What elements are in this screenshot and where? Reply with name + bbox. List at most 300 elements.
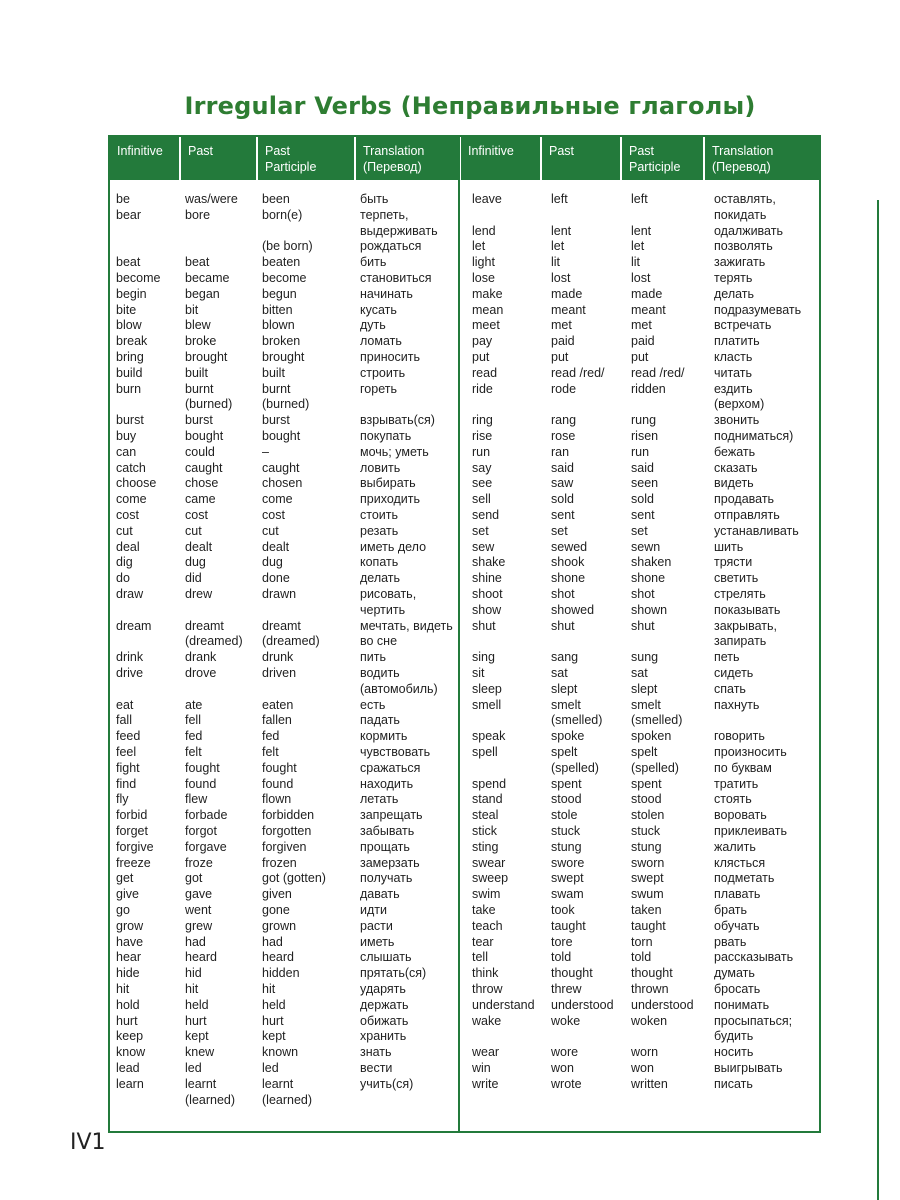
header-past: Past	[179, 137, 256, 180]
cell-translation: закрывать,	[714, 618, 777, 633]
cell-infinitive: hit	[116, 982, 130, 996]
cell-past-participle: sung	[631, 650, 659, 665]
table-row	[116, 287, 466, 303]
cell-past: tore	[551, 934, 573, 949]
cell-translation: просыпаться;	[714, 1013, 793, 1028]
cell-translation: читать	[714, 365, 752, 380]
cell-infinitive: sell	[472, 492, 491, 507]
cell-past: sewed	[551, 539, 588, 554]
cell-past: fought	[185, 760, 220, 775]
cell-infinitive: go	[116, 903, 130, 917]
table-row	[116, 698, 466, 714]
cell-past-participle: burst	[262, 413, 290, 428]
cell-past-participle: gone	[262, 903, 290, 917]
cell-past-participle: paid	[631, 334, 655, 349]
cell-translation: чертить	[360, 602, 406, 617]
cell-past-participle: smelt	[631, 697, 661, 712]
cell-past-participle: chosen	[262, 476, 303, 491]
cell-past: slept	[551, 681, 578, 696]
cell-past: fed	[185, 729, 203, 744]
table-row	[472, 208, 822, 224]
cell-past-participle: lit	[631, 255, 641, 270]
cell-infinitive: beat	[116, 255, 141, 270]
cell-infinitive: forbid	[116, 808, 148, 823]
table-row	[116, 998, 466, 1014]
cell-past: ran	[551, 444, 570, 459]
cell-infinitive: eat	[116, 697, 134, 712]
table-row	[116, 856, 466, 872]
cell-past: (burned)	[185, 397, 233, 412]
cell-translation: (автомобиль)	[360, 681, 438, 696]
cell-infinitive: sing	[472, 650, 495, 665]
cell-past-participle: bitten	[262, 302, 293, 317]
cell-translation: давать	[360, 887, 400, 902]
cell-infinitive: come	[116, 492, 147, 507]
cell-past: taught	[551, 918, 586, 933]
cell-past-participle: sewn	[631, 539, 661, 554]
cell-past: froze	[185, 855, 213, 870]
cell-past-participle: eaten	[262, 697, 294, 712]
cell-past-participle: grown	[262, 918, 297, 933]
table-row	[472, 429, 822, 445]
cell-infinitive: think	[472, 966, 499, 981]
table-row	[116, 603, 466, 619]
cell-infinitive: leave	[472, 192, 502, 206]
cell-past: (learned)	[185, 1092, 236, 1107]
table-row	[472, 255, 822, 271]
cell-translation: расти	[360, 918, 393, 933]
cell-past: smelt	[551, 697, 581, 712]
cell-past: hit	[185, 982, 199, 996]
table-row	[116, 824, 466, 840]
table-row	[116, 224, 466, 240]
cell-past: stood	[551, 792, 582, 807]
table-row	[472, 666, 822, 682]
cell-infinitive: bear	[116, 207, 142, 222]
cell-past: bought	[185, 429, 224, 443]
cell-infinitive: say	[472, 460, 492, 475]
cell-past-participle: kept	[262, 1029, 286, 1044]
cell-past-participle: shown	[631, 602, 668, 617]
table-row	[116, 271, 466, 287]
cell-translation: есть	[360, 697, 386, 712]
table-row	[116, 413, 466, 429]
cell-past-participle: forbidden	[262, 808, 315, 823]
cell-translation: подразумевать	[714, 302, 802, 317]
table-row	[472, 192, 822, 208]
cell-infinitive: forget	[116, 824, 148, 838]
table-row	[472, 745, 822, 761]
cell-past: began	[185, 286, 220, 301]
cell-past-participle: caught	[262, 460, 300, 475]
cell-past: dug	[185, 555, 206, 570]
cell-past: left	[551, 192, 568, 206]
cell-translation: запирать	[714, 634, 767, 649]
cell-past-participle: sat	[631, 666, 648, 680]
cell-infinitive: pay	[472, 334, 493, 349]
table-row	[116, 682, 466, 698]
cell-past: stuck	[551, 824, 581, 838]
cell-translation: рвать	[714, 934, 747, 949]
cell-translation: пить	[360, 650, 386, 665]
cell-translation: воровать	[714, 808, 767, 823]
cell-infinitive: set	[472, 523, 489, 538]
table-row	[472, 271, 822, 287]
cell-infinitive: catch	[116, 460, 146, 475]
cell-translation: сидеть	[714, 666, 754, 680]
table-row	[472, 982, 822, 998]
cell-infinitive: wake	[472, 1013, 502, 1028]
cell-past-participle: blown	[262, 318, 295, 333]
cell-past-participle: bought	[262, 429, 301, 443]
header-infinitive: Infinitive	[468, 144, 514, 158]
cell-past: woke	[551, 1013, 581, 1028]
cell-infinitive: understand	[472, 997, 535, 1012]
cell-infinitive: keep	[116, 1029, 144, 1044]
cell-past: ate	[185, 697, 203, 712]
cell-infinitive: choose	[116, 476, 157, 491]
cell-infinitive: hear	[116, 950, 142, 965]
table-row	[116, 903, 466, 919]
cell-infinitive: cut	[116, 523, 133, 538]
cell-translation: подметать	[714, 871, 775, 886]
cell-translation: зажигать	[714, 255, 766, 270]
cell-translation: продавать	[714, 492, 775, 507]
cell-past: lent	[551, 223, 572, 238]
cell-translation: терпеть,	[360, 207, 409, 222]
cell-past: caught	[185, 460, 223, 475]
cell-past-participle: learnt	[262, 1076, 294, 1091]
cell-past-participle: shut	[631, 618, 655, 633]
cell-past: told	[551, 950, 572, 965]
table-row	[116, 429, 466, 445]
cell-infinitive: deal	[116, 539, 140, 554]
cell-translation: выдерживать	[360, 223, 438, 238]
cell-translation: стрелять	[714, 587, 766, 601]
table-row	[472, 871, 822, 887]
cell-past: forgot	[185, 824, 217, 838]
cell-infinitive: wear	[472, 1045, 500, 1060]
table-row	[472, 698, 822, 714]
cell-past: sat	[551, 666, 568, 680]
cell-past: rose	[551, 429, 576, 443]
cell-translation: понимать	[714, 997, 770, 1012]
cell-past: had	[185, 934, 206, 949]
cell-infinitive: win	[472, 1061, 491, 1075]
table-row	[472, 840, 822, 856]
cell-past-participle: slept	[631, 681, 658, 696]
cell-past-participle: (burned)	[262, 397, 310, 412]
cell-translation: сказать	[714, 460, 758, 475]
cell-infinitive: drive	[116, 666, 144, 680]
cell-infinitive: sweep	[472, 871, 509, 886]
cell-past: rang	[551, 413, 577, 428]
cell-past: brought	[185, 350, 228, 364]
cell-infinitive: write	[472, 1076, 499, 1091]
cell-infinitive: rise	[472, 429, 493, 443]
cell-infinitive: begin	[116, 286, 147, 301]
table-row	[472, 1077, 822, 1093]
cell-past-participle: lost	[631, 271, 651, 285]
cell-translation: идти	[360, 903, 387, 917]
cell-past: rode	[551, 381, 577, 396]
cell-translation: делать	[360, 571, 401, 586]
cell-infinitive: shut	[472, 618, 496, 633]
cell-past-participle: forgiven	[262, 839, 307, 854]
cell-past-participle: left	[631, 192, 648, 206]
cell-infinitive: meet	[472, 318, 500, 333]
cell-past-participle: let	[631, 239, 645, 254]
cell-infinitive: draw	[116, 587, 144, 601]
cell-past-participle: understood	[631, 997, 694, 1012]
cell-past: saw	[551, 476, 574, 491]
header-translation: Translation (Перевод)	[703, 137, 821, 180]
table-row	[116, 1029, 466, 1045]
cell-past: cost	[185, 508, 208, 522]
cell-infinitive: light	[472, 255, 495, 270]
cell-past-participle: born(e)	[262, 207, 303, 222]
table-row	[472, 1014, 822, 1030]
cell-past: heard	[185, 950, 217, 965]
cell-past: could	[185, 444, 215, 459]
cell-past-participle: forgotten	[262, 824, 312, 838]
cell-infinitive: shoot	[472, 587, 503, 601]
cell-infinitive: sting	[472, 839, 499, 854]
cell-past-participle: stung	[631, 839, 662, 854]
cell-infinitive: give	[116, 887, 139, 902]
cell-translation: находить	[360, 776, 414, 791]
cell-past-participle: hurt	[262, 1013, 284, 1028]
table-row	[116, 950, 466, 966]
cell-translation: петь	[714, 650, 740, 665]
table-row	[472, 887, 822, 903]
cell-past-participle: dreamt	[262, 618, 301, 633]
cell-translation: светить	[714, 571, 759, 586]
table-row	[116, 382, 466, 398]
cell-past: went	[185, 903, 212, 917]
cell-infinitive: build	[116, 365, 143, 380]
table-row	[472, 713, 822, 729]
cell-translation: бить	[360, 255, 387, 270]
cell-past: dreamt	[185, 618, 224, 633]
table-row	[116, 840, 466, 856]
cell-past: became	[185, 271, 230, 285]
cell-past-participle: spoken	[631, 729, 672, 744]
cell-translation: учить(ся)	[360, 1076, 414, 1091]
cell-translation: пахнуть	[714, 697, 760, 712]
table-row	[472, 445, 822, 461]
table-row	[472, 808, 822, 824]
cell-infinitive: break	[116, 334, 148, 349]
cell-past-participle: thrown	[631, 982, 669, 996]
cell-past: led	[185, 1061, 202, 1075]
cell-past: came	[185, 492, 216, 507]
cell-translation: покидать	[714, 207, 767, 222]
table-row	[472, 571, 822, 587]
cell-infinitive: dream	[116, 618, 152, 633]
cell-translation: ездить	[714, 381, 753, 396]
cell-past-participle: fallen	[262, 713, 292, 728]
cell-past-participle: woken	[631, 1013, 668, 1028]
cell-past: (smelled)	[551, 713, 603, 728]
cell-infinitive: put	[472, 350, 490, 364]
table-header-left	[110, 137, 460, 180]
cell-past-participle: begun	[262, 286, 297, 301]
cell-translation: падать	[360, 713, 400, 728]
cell-past-participle: done	[262, 571, 290, 586]
cell-past: made	[551, 286, 583, 301]
cell-translation: получать	[360, 871, 413, 886]
table-row	[116, 255, 466, 271]
table-row	[116, 982, 466, 998]
table-row	[472, 318, 822, 334]
cell-translation: иметь	[360, 934, 395, 949]
table-row	[116, 745, 466, 761]
cell-infinitive: can	[116, 444, 137, 459]
cell-past: sold	[551, 492, 574, 507]
table-row	[116, 208, 466, 224]
irregular-verbs-table	[108, 135, 821, 1133]
table-row	[472, 682, 822, 698]
cell-past-participle: put	[631, 350, 649, 364]
table-row	[472, 792, 822, 808]
cell-infinitive: drink	[116, 650, 144, 665]
cell-infinitive: teach	[472, 918, 503, 933]
cell-translation: резать	[360, 523, 399, 538]
cell-infinitive: burst	[116, 413, 144, 428]
cell-past-participle: torn	[631, 934, 653, 949]
table-row	[472, 650, 822, 666]
cell-translation: замерзать	[360, 855, 420, 870]
cell-past: held	[185, 997, 209, 1012]
cell-translation: начинать	[360, 286, 413, 301]
cell-past: took	[551, 903, 575, 917]
cell-past: spoke	[551, 729, 585, 744]
cell-infinitive: blow	[116, 318, 142, 333]
cell-past-participle: meant	[631, 302, 666, 317]
table-row	[116, 887, 466, 903]
cell-infinitive: be	[116, 192, 130, 206]
header-past-participle: Past Participle	[256, 137, 354, 180]
cell-translation: стоять	[714, 792, 752, 807]
cell-translation: строить	[360, 365, 406, 380]
cell-infinitive: sleep	[472, 681, 502, 696]
cell-infinitive: hurt	[116, 1013, 138, 1028]
cell-infinitive: smell	[472, 697, 502, 712]
cell-past: chose	[185, 476, 219, 491]
cell-past: swept	[551, 871, 584, 886]
table-row	[116, 318, 466, 334]
cell-translation: выбирать	[360, 476, 416, 491]
cell-translation: жалить	[714, 839, 756, 854]
cell-translation: произносить	[714, 745, 787, 759]
cell-past-participle: ridden	[631, 381, 666, 396]
cell-past: was/were	[185, 192, 238, 206]
cell-past-participle: stolen	[631, 808, 665, 823]
cell-past-participle: sent	[631, 508, 655, 522]
cell-past-participle: told	[631, 950, 652, 965]
cell-translation: плавать	[714, 887, 761, 902]
cell-past-participle: swept	[631, 871, 664, 886]
cell-translation: чувствовать	[360, 745, 431, 759]
table-row	[472, 397, 822, 413]
cell-infinitive: find	[116, 776, 137, 791]
cell-past-participle: become	[262, 271, 307, 285]
cell-translation: встречать	[714, 318, 772, 333]
table-row	[116, 334, 466, 350]
cell-past-participle: cost	[262, 508, 285, 522]
cell-translation: водить	[360, 666, 400, 680]
table-row	[472, 619, 822, 635]
cell-translation: платить	[714, 334, 760, 349]
cell-infinitive: speak	[472, 729, 506, 744]
cell-translation: держать	[360, 997, 409, 1012]
cell-translation: одалживать	[714, 223, 783, 238]
cell-infinitive: ring	[472, 413, 493, 428]
cell-translation: знать	[360, 1045, 392, 1060]
cell-past: gave	[185, 887, 213, 902]
cell-infinitive: hide	[116, 966, 140, 981]
table-row	[472, 777, 822, 793]
cell-past-participle: set	[631, 523, 648, 538]
cell-translation: взрывать(ся)	[360, 413, 435, 428]
table-row	[472, 492, 822, 508]
cell-past-participle: sold	[631, 492, 654, 507]
cell-infinitive: shine	[472, 571, 502, 586]
cell-past-participle: driven	[262, 666, 297, 680]
table-row	[472, 508, 822, 524]
table-row	[116, 919, 466, 935]
cell-translation: выигрывать	[714, 1061, 783, 1075]
cell-translation: запрещать	[360, 808, 423, 823]
cell-translation: ударять	[360, 982, 406, 996]
cell-infinitive: take	[472, 903, 496, 917]
cell-past: lost	[551, 271, 571, 285]
cell-translation: показывать	[714, 602, 781, 617]
table-row	[116, 555, 466, 571]
cell-past: did	[185, 571, 202, 586]
table-row	[116, 397, 466, 413]
table-row	[116, 1061, 466, 1077]
cell-past-participle: known	[262, 1045, 299, 1060]
cell-infinitive: get	[116, 871, 134, 886]
cell-translation: становиться	[360, 271, 432, 285]
table-row	[472, 998, 822, 1014]
cell-past-participle: (smelled)	[631, 713, 683, 728]
cell-translation: копать	[360, 555, 399, 570]
cell-translation: дуть	[360, 318, 386, 333]
cell-infinitive: read	[472, 365, 498, 380]
cell-past-participle: (be born)	[262, 239, 313, 254]
cell-translation: обижать	[360, 1013, 409, 1028]
cell-past-participle: lent	[631, 223, 652, 238]
cell-translation: писать	[714, 1076, 753, 1091]
table-row	[116, 587, 466, 603]
cell-infinitive: buy	[116, 429, 137, 443]
cell-translation: летать	[360, 792, 399, 807]
cell-past-participle: fought	[262, 760, 297, 775]
cell-past-participle: drunk	[262, 650, 294, 665]
cell-infinitive: bring	[116, 350, 144, 364]
cell-past: shut	[551, 618, 575, 633]
cell-past: flew	[185, 792, 208, 807]
cell-infinitive: spend	[472, 776, 507, 791]
cell-past: found	[185, 776, 217, 791]
table-row	[116, 350, 466, 366]
cell-infinitive: fight	[116, 760, 140, 775]
cell-past-participle: made	[631, 286, 663, 301]
table-row	[472, 334, 822, 350]
